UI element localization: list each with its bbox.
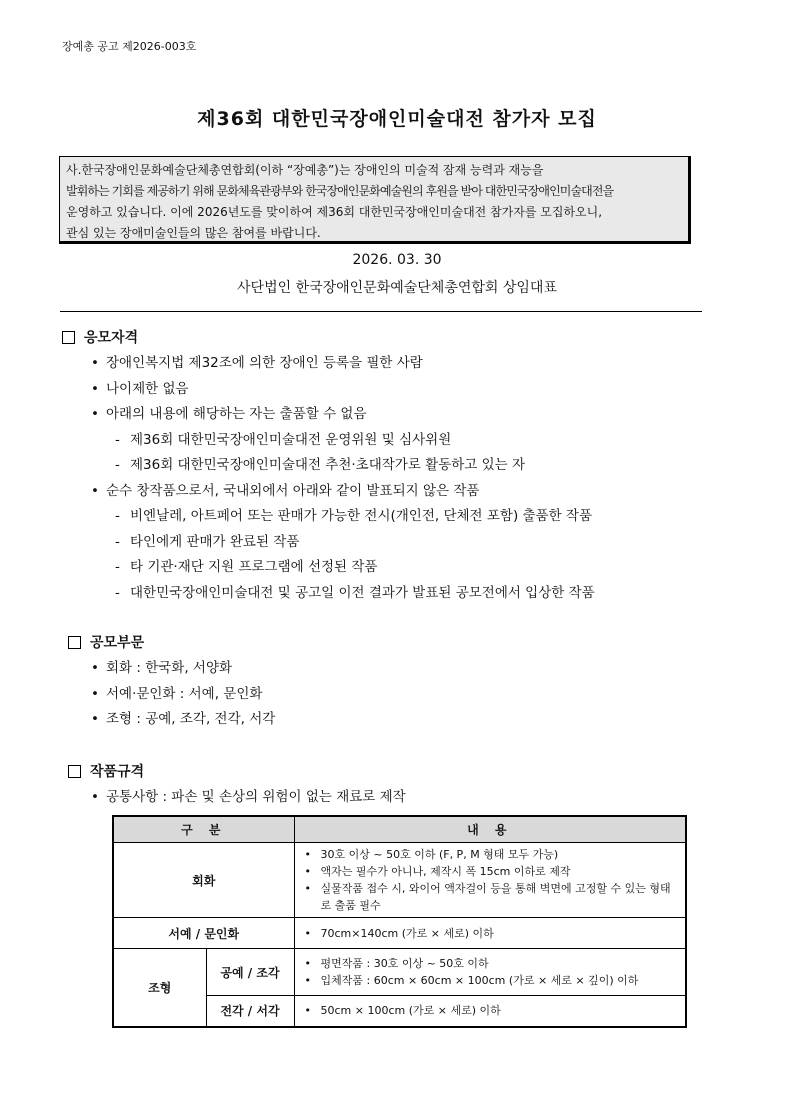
section-heading-text: 작품규격 <box>90 764 145 780</box>
bullet-item: • 조형 : 공예, 조각, 전각, 서각 <box>62 707 728 733</box>
page-title: 제36회 대한민국장애인미술대전 참가자 모집 <box>197 108 597 130</box>
section-heading-text: 응모자격 <box>84 330 139 346</box>
specs-list <box>62 785 728 811</box>
intro-line: 관심 있는 장애미술인들의 많은 참여를 바랍니다. <box>66 226 321 240</box>
intro-line: 사.한국장애인문화예술단체총연합회(이하 “장예총”)는 장애인의 미술적 잠재 능력과 재능을 <box>66 163 544 177</box>
intro-line: 운영하고 있습니다. 이에 2026년도를 맞이하여 제36회 대한민국장애인미술대전 참가자를 모집하오니, <box>66 205 603 219</box>
bullet-item: • 공통사항 : 파손 및 손상의 위험이 없는 재료로 제작 <box>62 785 728 811</box>
announcement-date: 2026. 03. 30 <box>352 252 442 268</box>
table-row <box>113 843 686 918</box>
eligibility-list <box>62 351 722 606</box>
list-item: • 실물작품 접수 시, 와이어 액자걸이 등을 통해 벽면에 고정할 수 있는 형태로 출품 필수 <box>301 880 680 914</box>
spec-table <box>112 815 687 1028</box>
bullet-item: • 서예·문인화 : 서예, 문인화 <box>62 682 728 708</box>
subcategory-seal: 전각 / 서각 <box>206 996 294 1027</box>
calligraphy-content <box>294 918 686 949</box>
divider <box>60 311 702 312</box>
sub-item: - 타인에게 판매가 완료된 작품 <box>62 530 722 556</box>
list-item: • 액자는 필수가 아니나, 제작시 폭 15cm 이하로 제작 <box>301 863 680 880</box>
category-sculpture: 조형 <box>113 949 206 1027</box>
table-row <box>113 918 686 949</box>
intro-box <box>59 156 691 244</box>
bullet-item: • 나이제한 없음 <box>62 377 722 403</box>
list-item: • 평면작품 : 30호 이상 ~ 50호 이하 <box>301 955 680 972</box>
sub-item: - 비엔날레, 아트페어 또는 판매가 가능한 전시(개인전, 단체전 포함) 출품한 작품 <box>62 504 722 530</box>
checkbox-square-icon <box>68 636 81 649</box>
section-heading <box>68 631 728 653</box>
header-content: 내 용 <box>294 816 686 843</box>
checkbox-square-icon <box>62 331 75 344</box>
intro-line: 발휘하는 기회를 제공하기 위해 문화체육관광부와 한국장애인문화예술원의 후원을 받아 대한민국장애인미술대전을 <box>66 184 614 198</box>
sub-item: - 제36회 대한민국장애인미술대전 운영위원 및 심사위원 <box>62 428 722 454</box>
list-item: • 50cm × 100cm (가로 × 세로) 이하 <box>301 1002 680 1019</box>
checkbox-square-icon <box>68 765 81 778</box>
painting-content <box>294 843 686 918</box>
eligibility-section <box>62 326 722 606</box>
sub-item: - 제36회 대한민국장애인미술대전 추천·초대작가로 활동하고 있는 자 <box>62 453 722 479</box>
section-heading-text: 공모부문 <box>90 635 145 651</box>
list-item: • 입체작품 : 60cm × 60cm × 100cm (가로 × 세로 × 깊이) 이하 <box>301 972 680 989</box>
categories-section <box>68 631 728 733</box>
seal-content <box>294 996 686 1027</box>
sub-item: - 대한민국장애인미술대전 및 공고일 이전 결과가 발표된 공모전에서 입상한 작품 <box>62 581 722 607</box>
header-category: 구 분 <box>113 816 294 843</box>
bullet-item: • 장애인복지법 제32조에 의한 장애인 등록을 필한 사람 <box>62 351 722 377</box>
bullet-item: • 회화 : 한국화, 서양화 <box>62 656 728 682</box>
craft-content <box>294 949 686 996</box>
list-item: • 70cm×140cm (가로 × 세로) 이하 <box>301 925 680 942</box>
table-header-row <box>113 816 686 843</box>
category-painting: 회화 <box>113 843 294 918</box>
bullet-item: • 아래의 내용에 해당하는 자는 출품할 수 없음 <box>62 402 722 428</box>
bullet-item: • 순수 창작품으로서, 국내외에서 아래와 같이 발표되지 않은 작품 <box>62 479 722 505</box>
section-heading <box>68 760 728 782</box>
organization-signature: 사단법인 한국장애인문화예술단체총연합회 상임대표 <box>237 280 557 296</box>
subcategory-craft: 공예 / 조각 <box>206 949 294 996</box>
table-row <box>113 949 686 996</box>
list-item: • 30호 이상 ~ 50호 이하 (F, P, M 형태 모두 가능) <box>301 846 680 863</box>
document-number: 장예총 공고 제2026-003호 <box>62 40 197 53</box>
section-heading <box>62 326 722 348</box>
categories-list <box>62 656 728 733</box>
category-calligraphy: 서예 / 문인화 <box>113 918 294 949</box>
sub-item: - 타 기관·재단 지원 프로그램에 선정된 작품 <box>62 555 722 581</box>
specs-section <box>68 760 728 811</box>
